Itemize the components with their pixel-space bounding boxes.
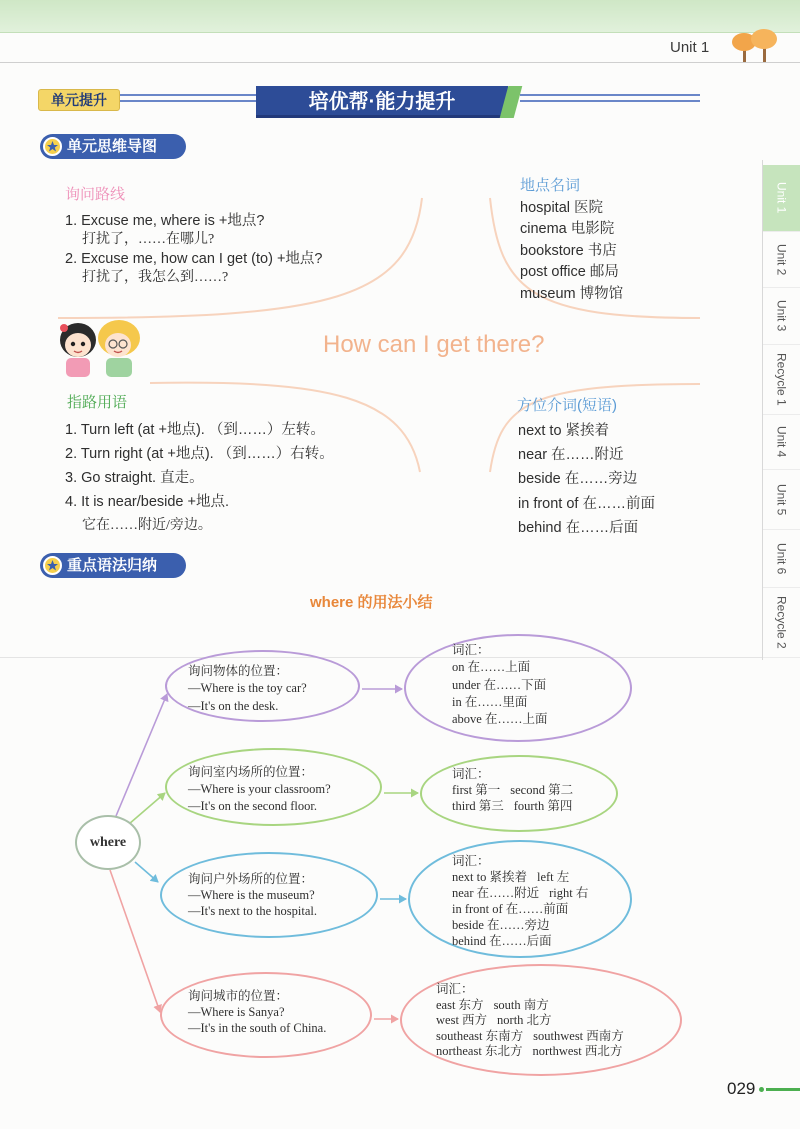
- vocab-heading: 词汇：: [452, 854, 490, 868]
- vocab-item: next to 紧挨着: [452, 870, 527, 884]
- vocab-item: above 在……上面: [452, 712, 548, 727]
- place-noun-item: post office 邮局: [520, 264, 619, 280]
- question-heading: 询问城市的位置：: [188, 989, 289, 1003]
- vocab-row: [452, 711, 547, 728]
- vocab-row: [452, 933, 588, 949]
- side-tab-recycle-1: [763, 345, 800, 415]
- banner-rule-left-2: [120, 100, 256, 102]
- side-tab-unit-6: [763, 530, 800, 588]
- vocab-row: [452, 901, 588, 917]
- vocab-heading: 词汇：: [452, 643, 490, 657]
- page-number-rule: [766, 1088, 800, 1091]
- vocab-row: [452, 677, 547, 694]
- vocab-item: east 东方: [436, 997, 484, 1012]
- mind-map-tab: [40, 134, 186, 159]
- question-line: —It's on the desk.: [188, 698, 279, 713]
- directions-line: 3. Go straight. 直走。: [65, 470, 204, 486]
- vocab-item: near 在……附近: [452, 886, 540, 900]
- banner-rule-left-1: [120, 94, 256, 96]
- vocab-heading: 词汇：: [452, 767, 490, 781]
- vocab-row: [452, 798, 573, 814]
- question-block-city: [188, 988, 326, 1036]
- preposition-item: beside 在……旁边: [518, 471, 638, 487]
- star-icon: [43, 556, 62, 575]
- vocab-item: behind 在……后面: [452, 934, 552, 948]
- vocab-row: [452, 917, 588, 933]
- question-block-outdoor: [188, 871, 317, 919]
- vocab-block-indoor: [452, 766, 573, 814]
- vocab-item: first 第一: [452, 783, 501, 797]
- ask-route-line: 打扰了，……在哪儿?: [82, 232, 215, 247]
- ask-route-heading: 询问路线: [65, 186, 126, 203]
- vocab-heading: 词汇：: [436, 982, 474, 996]
- preposition-item: next to 紧挨着: [518, 423, 610, 439]
- side-tab-unit-3: [763, 288, 800, 345]
- banner-rule-right-2: [520, 100, 700, 102]
- kid-right-body: [106, 358, 132, 377]
- tree-crown-right: [751, 29, 777, 49]
- connector-where-to-indoor: [129, 793, 165, 824]
- side-tab-label: Unit 6: [774, 542, 789, 575]
- vocab-item: second 第二: [510, 783, 574, 797]
- vocab-item: northeast 东北方: [436, 1044, 523, 1058]
- preposition-item: behind 在……后面: [518, 520, 639, 536]
- page-number: 029: [727, 1079, 756, 1098]
- question-line: —Where is the museum?: [188, 888, 315, 902]
- directions-heading: 指路用语: [67, 394, 128, 411]
- side-tab-unit-2: [763, 232, 800, 288]
- section-tag: 单元提升: [38, 89, 120, 111]
- vocab-row: [436, 1013, 624, 1029]
- side-tab-label: Recycle 2: [774, 596, 789, 649]
- grammar-tab: [40, 553, 186, 578]
- place-noun-item: museum 博物馆: [520, 286, 624, 302]
- vocab-item: beside 在……旁边: [452, 918, 550, 932]
- vocab-item: southwest 西南方: [533, 1028, 624, 1043]
- vocab-item: left 左: [537, 870, 570, 884]
- connector-where-to-object: [116, 694, 167, 816]
- kids-illustration: [56, 318, 148, 378]
- side-tab-unit-4: [763, 415, 800, 470]
- question-line: —It's on the second floor.: [188, 799, 317, 813]
- vocab-row: [452, 782, 573, 798]
- vocab-block-city: [436, 982, 624, 1060]
- question-heading: 询问物体的位置：: [188, 664, 289, 678]
- preposition-item: near 在……附近: [518, 447, 624, 463]
- ask-route-line: 打扰了，我怎么到……?: [82, 270, 229, 285]
- vocab-row: [452, 694, 547, 711]
- ask-route-line: 2. Excuse me, how can I get (to) +地点?: [65, 251, 323, 267]
- vocab-row: [452, 885, 588, 901]
- vocab-block-outdoor: [452, 853, 588, 949]
- side-tab-label: Recycle 1: [774, 353, 789, 406]
- vocab-row: [452, 659, 547, 676]
- grammar-tab-label: 重点语法归纳: [67, 557, 158, 574]
- kid-left-bow: [60, 324, 68, 332]
- place-nouns-heading: 地点名词: [520, 177, 581, 194]
- directions-line: 4. It is near/beside +地点.: [65, 494, 230, 510]
- side-tab-label: Unit 5: [774, 483, 789, 516]
- banner-title: 培优帮·能力提升: [256, 86, 508, 118]
- directions-line: 2. Turn right (at +地点). （到……）右转。: [65, 446, 334, 462]
- directions-line: 它在……附近/旁边。: [82, 518, 212, 533]
- kid-left-eye: [81, 342, 85, 346]
- vocab-item: under 在……下面: [452, 677, 547, 692]
- vocab-item: on 在……上面: [452, 660, 531, 675]
- vocab-row: [436, 1029, 624, 1045]
- page-crease-line: [0, 657, 800, 658]
- grammar-root-where: where: [75, 815, 141, 870]
- vocab-item: northwest 西北方: [532, 1044, 623, 1058]
- top-color-band: [0, 0, 800, 33]
- vocab-item: fourth 第四: [513, 799, 573, 813]
- place-noun-item: hospital 医院: [520, 200, 604, 216]
- vocab-row: [436, 1044, 624, 1060]
- grammar-subtitle: where 的用法小结: [310, 594, 433, 611]
- unit-label: Unit 1: [670, 39, 710, 56]
- header-rule: [0, 62, 800, 63]
- kid-left-face: [65, 333, 91, 357]
- side-tab-unit-1: [763, 165, 800, 232]
- prepositions-heading: 方位介词(短语): [517, 397, 617, 414]
- question-line: —Where is the toy car?: [188, 681, 307, 696]
- connector-where-to-outdoor: [135, 862, 158, 882]
- vocab-item: in 在……里面: [452, 694, 528, 709]
- kid-left-eye: [71, 342, 75, 346]
- vocab-item: south 南方: [493, 997, 549, 1012]
- question-line: —It's in the south of China.: [188, 1021, 327, 1035]
- place-noun-item: bookstore 书店: [520, 243, 617, 259]
- mind-map-center-title: How can I get there?: [323, 331, 545, 358]
- mind-map-tab-label: 单元思维导图: [67, 138, 158, 155]
- vocab-row: [452, 869, 588, 885]
- banner-rule-right-1: [520, 94, 700, 96]
- vocab-item: in front of 在……前面: [452, 902, 569, 916]
- side-tab-label: Unit 3: [774, 300, 789, 332]
- tree-icon: [730, 25, 778, 63]
- question-line: —It's next to the hospital.: [188, 904, 317, 918]
- question-block-indoor: [188, 764, 331, 815]
- question-heading: 询问室内场所的位置：: [188, 765, 314, 779]
- question-heading: 询问户外场所的位置：: [188, 872, 314, 886]
- connector-where-to-city: [110, 870, 160, 1012]
- vocab-item: right 右: [549, 886, 589, 900]
- directions-line: 1. Turn left (at +地点). （到……）左转。: [65, 422, 325, 438]
- vocab-item: north 北方: [497, 1013, 552, 1027]
- kid-left-body: [66, 358, 90, 377]
- ask-route-line: 1. Excuse me, where is +地点?: [65, 213, 265, 229]
- vocab-block-object: [452, 642, 547, 728]
- page-number-dot: [759, 1087, 764, 1092]
- question-block-object: [188, 663, 307, 715]
- side-tab-label: Unit 1: [774, 182, 789, 214]
- vocab-item: third 第三: [452, 799, 504, 813]
- side-tab-label: Unit 4: [774, 426, 789, 458]
- preposition-item: in front of 在……前面: [518, 496, 655, 512]
- side-tab-recycle-2: [763, 588, 800, 658]
- side-tab-unit-5: [763, 470, 800, 530]
- side-tab-label: Unit 2: [774, 243, 789, 276]
- question-line: —Where is Sanya?: [188, 1005, 285, 1019]
- vocab-row: [436, 998, 624, 1014]
- vocab-item: southeast 东南方: [436, 1028, 524, 1043]
- place-noun-item: cinema 电影院: [520, 221, 615, 237]
- star-icon: [43, 137, 62, 156]
- vocab-item: west 西方: [436, 1013, 488, 1027]
- question-line: —Where is your classroom?: [188, 782, 331, 796]
